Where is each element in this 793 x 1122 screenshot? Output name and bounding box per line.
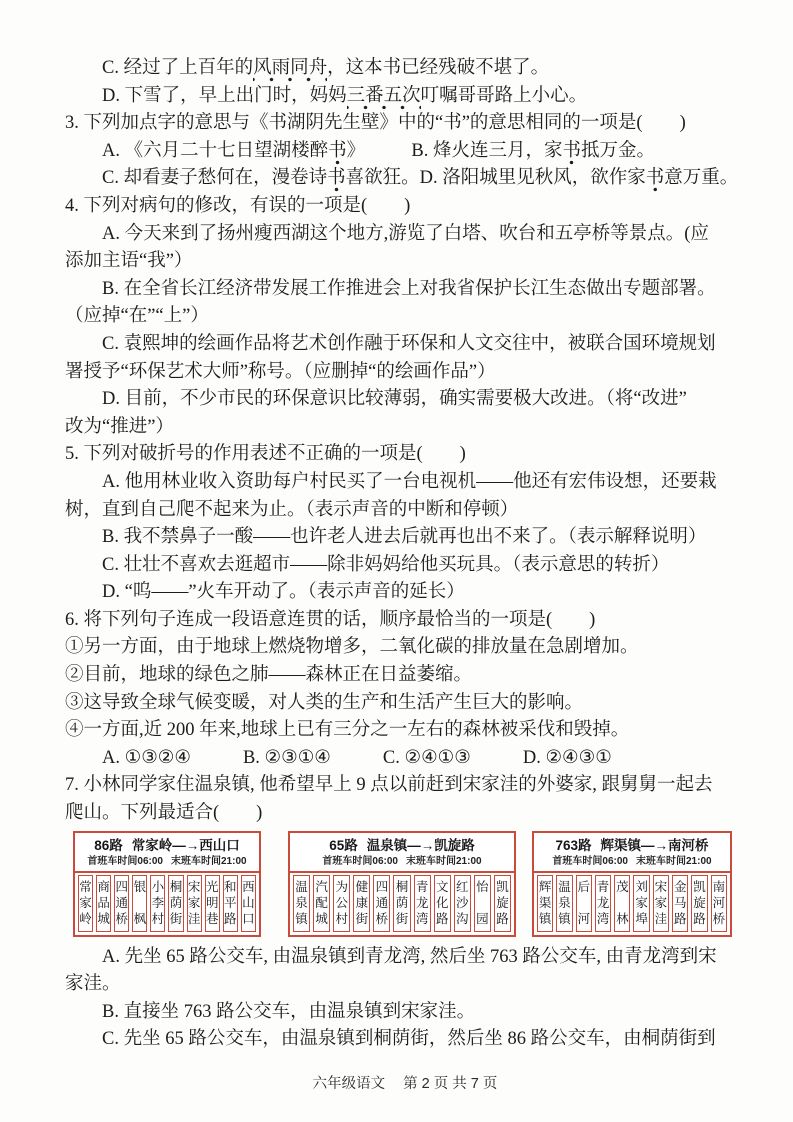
bus-times-row (290, 852, 514, 871)
bus-stop-char: 四 (115, 880, 128, 895)
text-segment: 添加主语“我”） (65, 251, 193, 272)
bus-stop-char: 林 (616, 912, 629, 927)
text-line (65, 662, 745, 690)
text-segment: 署授予“环保艺术大师”称号。（应删掉“的绘画作品”） (65, 361, 496, 382)
bus-stop-char: 马 (673, 896, 687, 911)
bus-route-endpoints: 常家岭—→西山口 (131, 837, 240, 853)
bus-stop-char: 家 (79, 896, 92, 911)
bus-stop-cell (205, 875, 220, 932)
bus-stop-char: 山 (242, 896, 255, 911)
bus-stop-char: 康 (355, 896, 369, 911)
bus-stop-char: 温 (558, 880, 571, 895)
bus-stop-char: 街 (355, 912, 369, 927)
text-segment: 4. 下列对病句的修改，有误的一项是( ) (65, 195, 411, 216)
bus-stop-char: 宋 (654, 880, 668, 895)
bus-stop-char: 汽 (315, 880, 328, 895)
text-segment: 家洼。 (65, 974, 121, 995)
bus-stop-char: 西 (242, 880, 255, 895)
text-line (65, 386, 745, 414)
text-line (65, 607, 745, 635)
bus-route-endpoints: 温泉镇—→凯旋路 (366, 837, 475, 853)
text-line (65, 579, 745, 607)
text-line (65, 971, 745, 999)
bus-route-table (73, 831, 261, 937)
bus-stop-cell (691, 875, 707, 932)
text-line (65, 772, 745, 800)
text-line (65, 83, 745, 111)
text-segment: 6. 将下列句子连成一段语意连贯的话，顺序最恰当的一项是( ) (65, 609, 596, 630)
first-bus-time: 首班车时间06:00 (552, 856, 628, 868)
bus-stop-char: 配 (315, 896, 328, 911)
emphasized-word: 三番五次 (347, 86, 421, 110)
text-line (65, 221, 745, 249)
answer-options-row (65, 745, 745, 773)
bus-stop-cell (614, 875, 630, 932)
text-segment: 树，直到自己爬不起来为止。（表示声音的中断和停顿） (65, 499, 519, 520)
answer-option: B. ②③①④ (242, 747, 331, 768)
bus-stop-char: 桐 (395, 880, 409, 895)
text-segment: ③这导致全球气候变暖，对人类的生产和生活产生巨大的影响。 (65, 692, 584, 713)
bus-stop-char: 红 (456, 880, 469, 895)
text-line (65, 944, 745, 972)
bus-stop-cell (114, 875, 129, 932)
text-line (65, 359, 745, 387)
bus-stop-char: 镇 (558, 912, 571, 927)
text-line (65, 1026, 745, 1054)
answer-option: C. ②④①③ (382, 747, 471, 768)
bus-stop-char: 桥 (375, 912, 389, 927)
text-segment: ，这本书已经残破不堪了。 (327, 58, 550, 78)
text-line (65, 469, 745, 497)
bus-stop-char: 常 (79, 880, 92, 895)
bus-stop-char: 公 (335, 896, 348, 911)
bus-stop-char: 南 (712, 880, 726, 895)
bus-times-row (75, 852, 259, 871)
text-segment: A. 《六月二十七日望湖楼醉 (102, 140, 329, 161)
bus-stop-cell (474, 875, 491, 932)
bus-route-header (75, 833, 259, 853)
bus-stop-cell (633, 875, 649, 932)
bus-stop-cell (576, 875, 592, 932)
text-segment: D. 下雪了，早上出门时，妈妈 (102, 85, 347, 106)
bus-stop-char: 为 (335, 880, 348, 895)
bus-stop-char: 健 (355, 880, 369, 895)
text-segment: 叮嘱哥哥路上小心。 (420, 85, 588, 106)
bus-stop-char: 家 (635, 896, 648, 911)
footer-page-number: 第 2 页 共 7 页 (403, 1076, 498, 1092)
bus-stop-char: 光 (205, 880, 219, 895)
bus-stop-char: 城 (97, 912, 110, 927)
bus-stop-char: 文 (435, 880, 449, 895)
bus-stop-char: 李 (151, 896, 165, 911)
bus-stop-char: 枫 (133, 912, 147, 927)
text-line (65, 717, 745, 745)
bus-stop-char: 沟 (456, 912, 469, 927)
bus-tables-row (73, 831, 745, 939)
bus-stop-char: 河 (577, 912, 590, 927)
exam-content (65, 55, 745, 1054)
last-bus-time: 末班车时间21:00 (636, 856, 712, 868)
bus-stop-char: 龙 (596, 896, 610, 911)
bus-stop-char: 桐 (169, 880, 183, 895)
bus-stop-char: 四 (375, 880, 389, 895)
bus-stop-char: 青 (596, 880, 610, 895)
bus-stop-char: 金 (673, 880, 687, 895)
bus-stop-char: 口 (242, 912, 255, 927)
text-segment: ①另一方面，由于地球上燃烧物增多，二氧化碳的排放量在急剧增加。 (65, 637, 639, 658)
text-segment: B. 在全省长江经济带发展工作推进会上对我省保护长江生态做出专题部署。 (102, 278, 716, 299)
bus-stop-char: 怡 (476, 880, 489, 895)
bus-stop-char: 桥 (712, 912, 726, 927)
bus-stop-char: 洼 (654, 912, 668, 927)
bus-stop-cell (313, 875, 330, 932)
bus-route-number: 763路 (555, 837, 592, 853)
bus-stops-row (75, 871, 259, 935)
bus-stop-char: 凯 (496, 880, 509, 895)
bus-stop-char: 路 (673, 912, 687, 927)
bus-stop-char: 商 (97, 880, 110, 895)
text-segment: B. 我不禁鼻子一酸——也许老人进去后就再也出不来了。（表示解释说明） (102, 527, 707, 548)
text-segment: 抵万金。 (581, 140, 656, 161)
bus-stop-cell (373, 875, 390, 932)
bus-stop-char: 河 (712, 896, 726, 911)
answer-option: D. ②④③① (522, 747, 612, 768)
last-bus-time: 末班车时间21:00 (171, 856, 247, 868)
bus-stop-char: 小 (151, 880, 165, 895)
bus-stop-char: 通 (375, 896, 389, 911)
bus-route-number: 86路 (94, 837, 123, 853)
bus-stop-char: 镇 (295, 912, 308, 927)
bus-stop-char: 青 (415, 880, 429, 895)
bus-stop-char: 温 (295, 880, 308, 895)
bus-stop-char: 岭 (79, 912, 92, 927)
bus-stop-char: 明 (205, 896, 219, 911)
text-segment: B. 直接坐 763 路公交车，由温泉镇到宋家洼。 (102, 1001, 476, 1022)
bus-stop-char: 凯 (693, 880, 706, 895)
bus-stop-char: 家 (187, 896, 201, 911)
first-bus-time: 首班车时间06:00 (322, 856, 398, 868)
bus-stop-cell (353, 875, 370, 932)
text-segment: C. 壮壮不喜欢去逛超市——除非妈妈给他买玩具。（表示意思的转折） (102, 554, 670, 575)
text-segment: A. 先坐 65 路公交车, 由温泉镇到青龙湾, 然后坐 763 路公交车, 由青龙湾到宋 (102, 946, 717, 967)
bus-stop-char: 和 (224, 880, 237, 895)
emphasized-word: 书 (328, 141, 347, 165)
bus-stop-char: 村 (335, 912, 348, 927)
bus-stop-cell (672, 875, 688, 932)
answer-option: A. ①③②④ (102, 747, 191, 768)
text-line (65, 800, 745, 828)
bus-stop-cell (223, 875, 238, 932)
bus-stop-char: 路 (693, 912, 706, 927)
text-line (65, 497, 745, 525)
bus-stop-char: 村 (151, 912, 165, 927)
bus-stop-cell (78, 875, 93, 932)
text-segment: （应掉“在”“上”） (65, 306, 209, 327)
text-line (65, 165, 745, 193)
bus-stop-char: 泉 (558, 896, 571, 911)
text-segment: A. 今天来到了扬州瘦西湖这个地方,游览了白塔、吹台和五亭桥等景点。(应 (102, 223, 709, 244)
bus-stop-cell (96, 875, 111, 932)
text-line (65, 441, 745, 469)
bus-stop-cell (393, 875, 410, 932)
text-segment: C. 先坐 65 路公交车，由温泉镇到桐荫街，然后坐 86 路公交车，由桐荫街到 (102, 1029, 716, 1050)
bus-stop-char: 荫 (395, 896, 409, 911)
bus-stop-cell (595, 875, 611, 932)
text-line (65, 999, 745, 1027)
bus-stop-char: 平 (224, 896, 237, 911)
text-segment: ④一方面,近 200 年来,地球上已有三分之一左右的森林被采伐和毁掉。 (65, 720, 630, 741)
bus-route-header (534, 833, 730, 853)
text-segment: C. 却看妻子愁何在，漫卷诗 (102, 168, 328, 189)
last-bus-time: 末班车时间21:00 (406, 856, 482, 868)
emphasized-word: 书 (646, 168, 665, 192)
bus-stop-cell (537, 875, 553, 932)
bus-stop-char: 荫 (169, 896, 183, 911)
bus-stop-cell (132, 875, 147, 932)
text-line (65, 524, 745, 552)
text-line (65, 138, 745, 166)
bus-stop-char: 街 (169, 912, 183, 927)
bus-stop-char: 家 (654, 896, 668, 911)
bus-route-table (532, 831, 732, 937)
bus-stops-row (534, 871, 730, 935)
bus-stop-cell (168, 875, 183, 932)
bus-stop-cell (494, 875, 511, 932)
text-segment: A. 他用林业收入资助每户村民买了一台电视机——他还有宏伟设想，还要栽 (102, 471, 717, 492)
bus-stop-cell (241, 875, 256, 932)
bus-stop-char: 渠 (538, 896, 552, 911)
text-line (65, 193, 745, 221)
bus-stop-cell (333, 875, 350, 932)
bus-times-row (534, 852, 730, 871)
bus-stop-char: 龙 (415, 896, 429, 911)
bus-stop-char: 巷 (205, 912, 219, 927)
text-line (65, 303, 745, 331)
text-segment: D. “呜——”火车开动了。（表示声音的延长） (102, 582, 465, 603)
emphasized-word: 书 (562, 141, 581, 165)
bus-stop-char: 镇 (538, 912, 552, 927)
text-segment: 7. 小林同学家住温泉镇, 他希望早上 9 点以前赶到宋家洼的外婆家, 跟舅舅一起去 (65, 775, 713, 796)
bus-stop-char: 园 (476, 912, 489, 927)
bus-stop-cell (150, 875, 165, 932)
text-segment: C. 袁熙坤的绘画作品将艺术创作融于环保和人文交往中，被联合国环境规划 (102, 333, 716, 354)
bus-stop-char: 城 (315, 912, 328, 927)
bus-stop-char: 洼 (187, 912, 201, 927)
text-line (65, 55, 745, 83)
bus-stop-char: 辉 (538, 880, 552, 895)
text-line (65, 248, 745, 276)
bus-stop-char: 后 (577, 880, 590, 895)
text-segment: 喜欲狂。D. 洛阳城里见秋风，欲作家 (345, 168, 646, 189)
text-line (65, 276, 745, 304)
bus-stop-char: 通 (115, 896, 128, 911)
bus-stop-char: 品 (97, 896, 110, 911)
bus-stop-cell (187, 875, 202, 932)
text-segment: 5. 下列对破折号的作用表述不正确的一项是( ) (65, 444, 466, 465)
text-segment: ②目前，地球的绿色之肺——森林正在日益萎缩。 (65, 665, 473, 686)
bus-stop-char: 化 (435, 896, 449, 911)
emphasized-word: 风雨同舟 (253, 58, 327, 82)
bus-stop-char: 茂 (616, 880, 629, 895)
bus-stop-cell (293, 875, 310, 932)
text-segment: 3. 下列加点字的意思与《书湖阴先生壁》中的“书”的意思相同的一项是( ) (65, 113, 686, 134)
first-bus-time: 首班车时间06:00 (87, 856, 163, 868)
footer-course-label: 六年级语文 (312, 1076, 386, 1092)
text-segment: 》 B. 烽火连三月，家 (346, 140, 563, 161)
bus-stop-char: 沙 (456, 896, 469, 911)
bus-stop-cell (711, 875, 727, 932)
bus-stop-char: 泉 (295, 896, 308, 911)
bus-stop-char: 刘 (635, 880, 648, 895)
bus-route-number: 65路 (329, 837, 358, 853)
bus-stop-char: 旋 (693, 896, 706, 911)
text-segment: C. 经过了上百年的 (102, 58, 254, 78)
bus-stops-row (290, 871, 514, 935)
text-line (65, 331, 745, 359)
text-segment: 意万重。 (664, 168, 739, 189)
bus-stop-cell (556, 875, 572, 932)
bus-stop-cell (434, 875, 451, 932)
bus-stop-cell (414, 875, 431, 932)
text-line (65, 634, 745, 662)
bus-stop-cell (653, 875, 669, 932)
bus-route-table (288, 831, 516, 937)
bus-stop-char: 宋 (187, 880, 201, 895)
bus-stop-char: 旋 (496, 896, 509, 911)
bus-stop-char: 路 (496, 912, 509, 927)
text-line (65, 110, 745, 138)
text-line (65, 552, 745, 580)
emphasized-word: 书 (327, 168, 346, 192)
bus-stop-char: 桥 (115, 912, 128, 927)
bus-stop-char: 湾 (415, 912, 429, 927)
bus-route-endpoints: 辉渠镇—→南河桥 (600, 837, 709, 853)
bus-stop-char: 街 (395, 912, 409, 927)
bus-stop-cell (454, 875, 471, 932)
text-line (65, 690, 745, 718)
bus-stop-char: 湾 (596, 912, 610, 927)
text-line (65, 414, 745, 442)
text-segment: 改为“推进”） (65, 416, 174, 437)
bus-stop-char: 路 (435, 912, 449, 927)
bus-stop-char: 埠 (635, 912, 648, 927)
bus-stop-char: 路 (224, 912, 237, 927)
text-segment: 爬山。下列最适合( ) (65, 803, 263, 824)
text-segment: D. 目前，不少市民的环保意识比较薄弱，确实需要极大改进。（将“改进” (102, 389, 687, 410)
bus-route-header (290, 833, 514, 853)
page-footer (65, 1072, 745, 1093)
bus-stop-char: 银 (133, 880, 147, 895)
